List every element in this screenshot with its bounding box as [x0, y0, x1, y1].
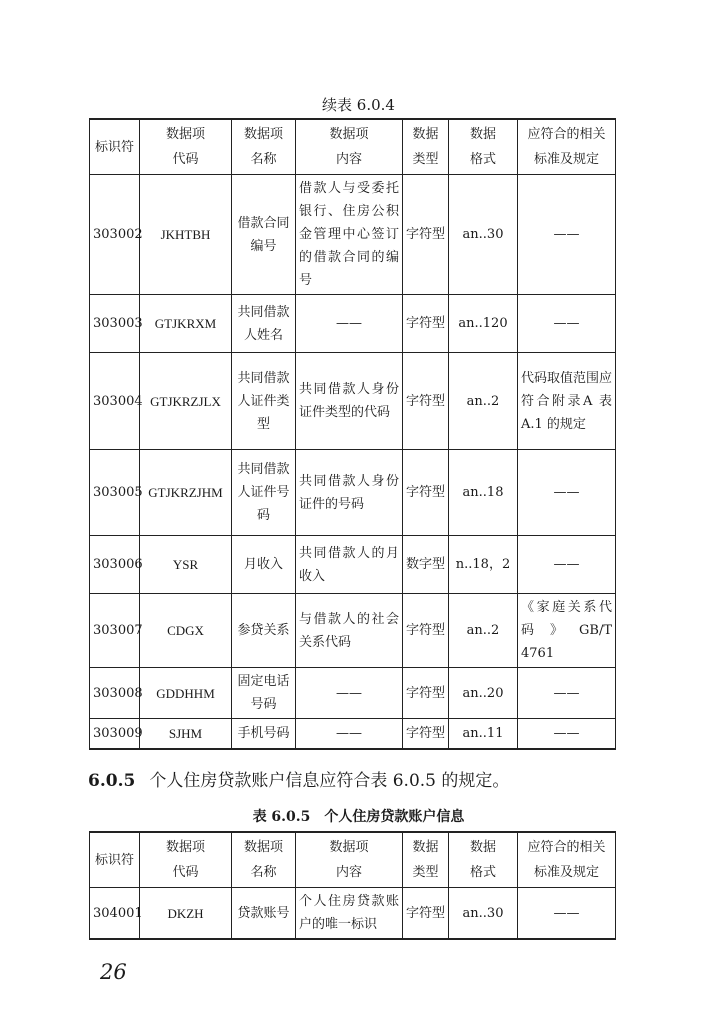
- cell-name: 共同借款人姓名: [232, 295, 296, 353]
- col-header-standard: 应符合的相关 标准及规定: [518, 832, 616, 888]
- col-header-id: 标识符: [90, 832, 140, 888]
- col-header-code: 数据项 代码: [140, 119, 232, 175]
- col-header-content: 数据项 内容: [296, 832, 403, 888]
- cell-format: an..120: [449, 295, 518, 353]
- table-row: [90, 175, 616, 295]
- cell-content: 与借款人的社会关系代码: [296, 594, 403, 668]
- table-row: [90, 719, 616, 749]
- cell-content: 个人住房贷款账户的唯一标识: [296, 888, 403, 940]
- cell-code: CDGX: [140, 594, 232, 668]
- cell-code: SJHM: [140, 719, 232, 749]
- table-row: [90, 295, 616, 353]
- cell-standard: ——: [518, 536, 616, 594]
- section-number: 6.0.5: [88, 771, 136, 791]
- cell-code: GTJKRZJHM: [140, 450, 232, 536]
- cell-standard: ——: [518, 719, 616, 749]
- cell-code: YSR: [140, 536, 232, 594]
- cell-name: 固定电话号码: [232, 668, 296, 719]
- cell-type: 字符型: [403, 450, 449, 536]
- table-row: [90, 594, 616, 668]
- col-header-code: 数据项 代码: [140, 832, 232, 888]
- table-caption-continued: 续表 6.0.4: [322, 96, 395, 114]
- section-text: 个人住房贷款账户信息应符合表 6.0.5 的规定。: [149, 771, 510, 791]
- data-table-6-0-4: [89, 118, 616, 750]
- cell-format: an..18: [449, 450, 518, 536]
- col-header-format: 数据 格式: [449, 832, 518, 888]
- cell-id: 303007: [90, 594, 140, 668]
- cell-id: 303002: [90, 175, 140, 295]
- col-header-id: 标识符: [90, 119, 140, 175]
- section-6-0-5: [88, 766, 509, 791]
- cell-format: an..30: [449, 888, 518, 940]
- cell-name: 借款合同编号: [232, 175, 296, 295]
- cell-standard: ——: [518, 888, 616, 940]
- cell-type: 字符型: [403, 175, 449, 295]
- cell-format: an..30: [449, 175, 518, 295]
- cell-standard: ——: [518, 668, 616, 719]
- cell-type: 字符型: [403, 353, 449, 450]
- cell-content: ——: [296, 668, 403, 719]
- table-row: [90, 353, 616, 450]
- cell-name: 共同借款人证件号码: [232, 450, 296, 536]
- cell-content: 共同借款人身份证件的号码: [296, 450, 403, 536]
- table-row: [90, 536, 616, 594]
- cell-standard: ——: [518, 295, 616, 353]
- col-header-type: 数据 类型: [403, 832, 449, 888]
- col-header-content: 数据项 内容: [296, 119, 403, 175]
- cell-id: 303003: [90, 295, 140, 353]
- cell-type: 字符型: [403, 594, 449, 668]
- page-number: 26: [100, 960, 127, 984]
- cell-type: 字符型: [403, 295, 449, 353]
- cell-format: an..11: [449, 719, 518, 749]
- cell-content: 共同借款人身份证件类型的代码: [296, 353, 403, 450]
- col-header-format: 数据 格式: [449, 119, 518, 175]
- cell-id: 303009: [90, 719, 140, 749]
- cell-standard: ——: [518, 450, 616, 536]
- cell-type: 数字型: [403, 536, 449, 594]
- cell-name: 贷款账号: [232, 888, 296, 940]
- table-caption-6-0-5: 表 6.0.5 个人住房贷款账户信息: [252, 809, 465, 825]
- cell-code: DKZH: [140, 888, 232, 940]
- cell-name: 共同借款人证件类型: [232, 353, 296, 450]
- cell-id: 303008: [90, 668, 140, 719]
- cell-content: ——: [296, 295, 403, 353]
- cell-format: an..2: [449, 353, 518, 450]
- cell-name: 月收入: [232, 536, 296, 594]
- cell-format: an..2: [449, 594, 518, 668]
- cell-code: JKHTBH: [140, 175, 232, 295]
- cell-format: an..20: [449, 668, 518, 719]
- col-header-type: 数据 类型: [403, 119, 449, 175]
- cell-id: 303005: [90, 450, 140, 536]
- table-header-row: [90, 119, 616, 175]
- table-row: [90, 888, 616, 940]
- table-header-row: [90, 832, 616, 888]
- table-row: [90, 450, 616, 536]
- cell-id: 304001: [90, 888, 140, 940]
- cell-type: 字符型: [403, 888, 449, 940]
- cell-name: 参贷关系: [232, 594, 296, 668]
- cell-standard: 《家庭关系代码》GB/T 4761: [518, 594, 616, 668]
- cell-id: 303006: [90, 536, 140, 594]
- cell-type: 字符型: [403, 668, 449, 719]
- cell-id: 303004: [90, 353, 140, 450]
- cell-code: GDDHHM: [140, 668, 232, 719]
- cell-code: GTJKRZJLX: [140, 353, 232, 450]
- cell-name: 手机号码: [232, 719, 296, 749]
- cell-standard: ——: [518, 175, 616, 295]
- data-table-6-0-5: [89, 831, 616, 940]
- col-header-name: 数据项 名称: [232, 119, 296, 175]
- cell-content: ——: [296, 719, 403, 749]
- table-row: [90, 668, 616, 719]
- cell-format: n..18，2: [449, 536, 518, 594]
- cell-code: GTJKRXM: [140, 295, 232, 353]
- cell-standard: 代码取值范围应符合附录A 表 A.1 的规定: [518, 353, 616, 450]
- col-header-standard: 应符合的相关 标准及规定: [518, 119, 616, 175]
- cell-type: 字符型: [403, 719, 449, 749]
- col-header-name: 数据项 名称: [232, 832, 296, 888]
- cell-content: 借款人与受委托银行、住房公积金管理中心签订的借款合同的编号: [296, 175, 403, 295]
- cell-content: 共同借款人的月收入: [296, 536, 403, 594]
